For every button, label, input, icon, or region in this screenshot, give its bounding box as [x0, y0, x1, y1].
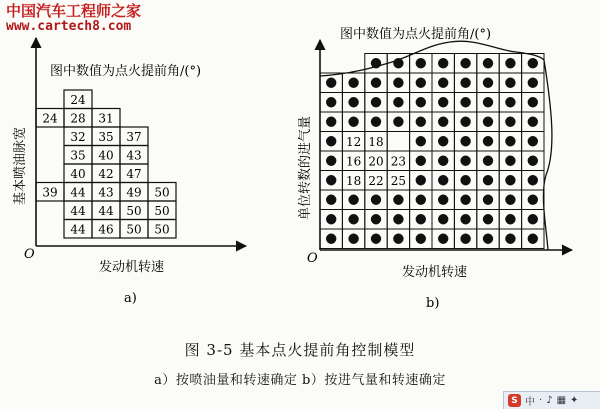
- grid-b-dot: [528, 97, 538, 107]
- grid-b-dot: [438, 78, 448, 88]
- grid-b-dot: [460, 156, 470, 166]
- grid-b-dot: [326, 175, 336, 185]
- grid-b-dot: [416, 78, 426, 88]
- grid-b-dot: [348, 78, 358, 88]
- grid-b-dot: [505, 117, 515, 127]
- grid-b-dot: [460, 195, 470, 205]
- grid-b-dot: [528, 156, 538, 166]
- grid-b-dot: [460, 136, 470, 146]
- figure-subcaption: a）按喷油量和转速确定 b）按进气量和转速确定: [154, 373, 446, 388]
- grid-b-dot: [505, 156, 515, 166]
- grid-b-dot: [348, 117, 358, 127]
- table-a-value: 40: [98, 148, 114, 163]
- figure-b-right-edge: [543, 60, 552, 250]
- grid-b-dot: [326, 214, 336, 224]
- grid-b-dot: [438, 136, 448, 146]
- grid-b-dot: [460, 78, 470, 88]
- figure-b: [297, 26, 572, 311]
- grid-b-dot: [371, 78, 381, 88]
- grid-b-dot: [371, 234, 381, 244]
- grid-b-dot: [393, 214, 403, 224]
- figure-a-origin: O: [24, 247, 35, 262]
- grid-b-dot: [483, 117, 493, 127]
- grid-b-dot: [326, 156, 336, 166]
- table-a-value: 28: [70, 111, 86, 126]
- grid-b-dot: [483, 234, 493, 244]
- grid-b-dot: [438, 156, 448, 166]
- grid-b-dot: [393, 97, 403, 107]
- grid-b-dot: [416, 156, 426, 166]
- grid-b-value: 25: [390, 173, 407, 188]
- grid-b-dot: [416, 58, 426, 68]
- sogou-input-icon[interactable]: S: [508, 394, 521, 407]
- grid-b-dot: [326, 117, 336, 127]
- grid-b-dot: [505, 136, 515, 146]
- grid-b-dot: [326, 136, 336, 146]
- grid-b-dot: [393, 117, 403, 127]
- grid-b-dot: [326, 97, 336, 107]
- chinese-mode-icon[interactable]: 中: [525, 397, 535, 408]
- grid-b-dot: [393, 78, 403, 88]
- table-a-value: 42: [98, 166, 114, 181]
- punctuation-icon[interactable]: ·: [539, 395, 543, 406]
- table-a-value: 44: [70, 203, 86, 218]
- figure-b-x-axis-label: 发动机转速: [402, 265, 468, 280]
- watermark-site-name: 中国汽车工程师之家: [6, 2, 142, 20]
- figure-b-panel-label: b): [426, 296, 440, 311]
- grid-b-dot: [438, 214, 448, 224]
- grid-b-dot: [460, 97, 470, 107]
- grid-b-dot: [348, 234, 358, 244]
- grid-b-dot: [416, 214, 426, 224]
- grid-b-value: 18: [368, 134, 384, 149]
- table-a-value: 44: [70, 185, 86, 200]
- grid-b-dot: [505, 97, 515, 107]
- grid-b-dot: [326, 78, 336, 88]
- table-a-value: 37: [126, 129, 142, 144]
- grid-b-dot: [528, 78, 538, 88]
- figure-b-y-axis-label: 单位转数的进气量: [298, 115, 313, 220]
- grid-b-dot: [348, 214, 358, 224]
- grid-b-dot: [528, 214, 538, 224]
- table-a-value: 31: [98, 111, 114, 126]
- figure-b-grid: [320, 54, 544, 249]
- grid-b-dot: [528, 117, 538, 127]
- watermark-url: www.cartech8.com: [6, 19, 132, 35]
- table-a-value: 50: [154, 203, 170, 218]
- grid-b-dot: [505, 214, 515, 224]
- figure-a-x-axis-label: 发动机转速: [99, 260, 165, 275]
- table-a-value: 43: [98, 185, 114, 200]
- keyboard-icon[interactable]: ▦: [556, 395, 567, 406]
- grid-b-dot: [483, 58, 493, 68]
- grid-b-dot: [416, 234, 426, 244]
- grid-b-dot: [483, 78, 493, 88]
- settings-icon[interactable]: ✦: [570, 395, 579, 406]
- grid-b-value: 12: [345, 134, 362, 149]
- grid-b-dot: [416, 195, 426, 205]
- grid-b-dot: [393, 234, 403, 244]
- taskbar-tray: [503, 391, 600, 409]
- grid-b-cell: [387, 132, 409, 152]
- table-a-value: 49: [126, 185, 142, 200]
- grid-b-dot: [483, 195, 493, 205]
- table-a-value: 39: [42, 185, 58, 200]
- grid-b-dot: [416, 117, 426, 127]
- grid-b-dot: [371, 117, 381, 127]
- grid-b-dot: [483, 214, 493, 224]
- grid-b-dot: [528, 136, 538, 146]
- grid-b-dot: [348, 97, 358, 107]
- table-a-value: 43: [126, 148, 142, 163]
- grid-b-dot: [438, 234, 448, 244]
- grid-b-value: 22: [368, 173, 384, 188]
- grid-b-dot: [505, 234, 515, 244]
- grid-b-value: 20: [368, 154, 384, 169]
- grid-b-dot: [505, 78, 515, 88]
- table-a-value: 35: [70, 148, 86, 163]
- grid-b-dot: [505, 58, 515, 68]
- grid-b-dot: [460, 58, 470, 68]
- grid-b-dot: [393, 195, 403, 205]
- grid-b-dot: [483, 97, 493, 107]
- table-a-value: 50: [126, 222, 142, 237]
- table-a-value: 50: [126, 203, 142, 218]
- grid-b-dot: [326, 195, 336, 205]
- grid-b-value: 16: [345, 154, 362, 169]
- table-a-value: 50: [154, 222, 170, 237]
- figure-a-table: [36, 90, 176, 238]
- figure-a-title: 图中数值为点火提前角/(°): [50, 64, 202, 79]
- grid-b-dot: [371, 195, 381, 205]
- grid-b-dot: [371, 58, 381, 68]
- figure-a-y-axis-label: 基本喷油脉宽: [13, 126, 28, 205]
- grid-b-dot: [528, 234, 538, 244]
- table-a-value: 24: [42, 111, 58, 126]
- sound-icon[interactable]: ♪: [546, 395, 553, 406]
- grid-b-dot: [460, 234, 470, 244]
- table-a-value: 24: [70, 92, 86, 107]
- figure-a-panel-label: a): [124, 291, 137, 306]
- grid-b-dot: [416, 175, 426, 185]
- grid-b-dot: [460, 175, 470, 185]
- grid-b-dot: [528, 58, 538, 68]
- grid-b-dot: [505, 195, 515, 205]
- grid-b-dot: [483, 175, 493, 185]
- table-a-value: 40: [70, 166, 86, 181]
- table-a-value: 44: [98, 203, 114, 218]
- figure-b-origin: O: [307, 251, 318, 266]
- table-a-value: 44: [70, 222, 86, 237]
- grid-b-value: 23: [390, 154, 407, 169]
- grid-b-dot: [371, 214, 381, 224]
- grid-b-dot: [438, 117, 448, 127]
- grid-b-dot: [460, 214, 470, 224]
- grid-b-dot: [438, 195, 448, 205]
- grid-b-value: 18: [345, 173, 362, 188]
- grid-b-dot: [326, 234, 336, 244]
- grid-b-dot: [438, 175, 448, 185]
- grid-b-dot: [371, 97, 381, 107]
- grid-b-dot: [528, 195, 538, 205]
- table-a-value: 47: [126, 166, 142, 181]
- grid-b-dot: [528, 175, 538, 185]
- grid-b-dot: [460, 117, 470, 127]
- grid-b-dot: [438, 58, 448, 68]
- grid-b-dot: [483, 156, 493, 166]
- grid-b-dot: [483, 136, 493, 146]
- figure-a: [12, 38, 246, 306]
- grid-b-dot: [416, 97, 426, 107]
- figure-b-title: 图中数值为点火提前角/(°): [340, 27, 492, 42]
- grid-b-dot: [505, 175, 515, 185]
- grid-b-dot: [348, 195, 358, 205]
- figure-caption: 图 3-5 基本点火提前角控制模型: [184, 341, 416, 359]
- table-a-value: 50: [154, 185, 170, 200]
- grid-b-dot: [393, 58, 403, 68]
- table-a-value: 46: [98, 222, 114, 237]
- table-a-value: 35: [98, 129, 114, 144]
- grid-b-dot: [416, 136, 426, 146]
- grid-b-dot: [438, 97, 448, 107]
- table-a-value: 32: [70, 129, 86, 144]
